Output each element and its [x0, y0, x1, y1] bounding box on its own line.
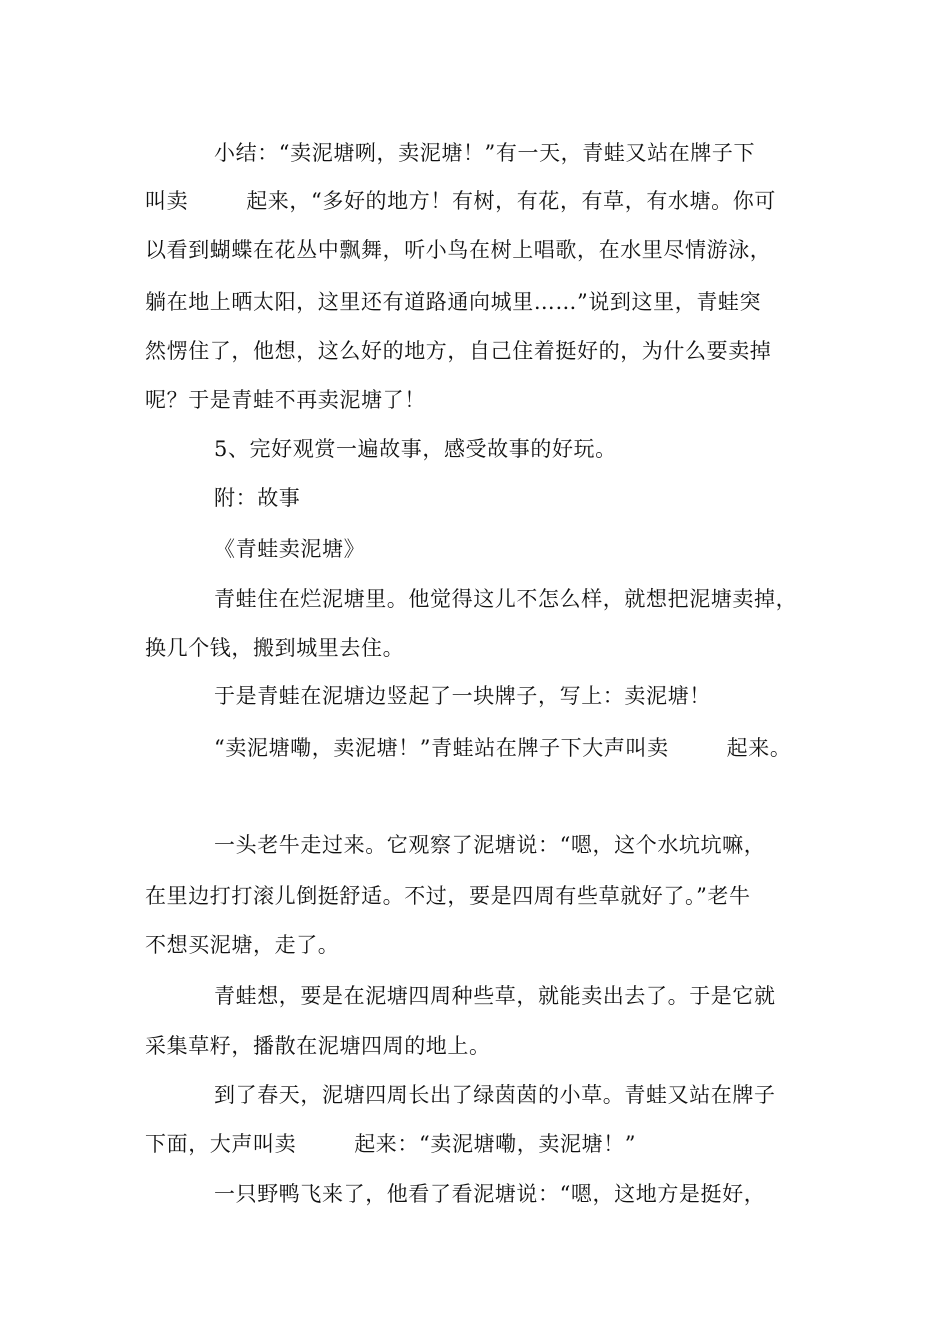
story-p5-line-2: 采集草籽，播散在泥塘四周的地上。 [145, 1034, 491, 1058]
story-p6-line-2 [145, 1128, 825, 1160]
story-p4-line-1: 一头老牛走过来。它观察了泥塘说：“嗯，这个水坑坑嘛， [214, 833, 766, 857]
summary-line-2-start: 叫卖 [145, 189, 189, 213]
summary-line-5: 然愣住了，他想，这么好的地方，自己住着挺好的，为什么要卖掉 [145, 339, 772, 363]
story-p6-line-1: 到了春天，泥塘四周长出了绿茵茵的小草。青蛙又站在牌子 [214, 1083, 776, 1107]
story-p1-line-1: 青蛙住在烂泥塘里。他觉得这儿不怎么样，就想把泥塘卖掉， [214, 587, 798, 611]
story-p3 [214, 732, 834, 764]
summary-line-2-end: 起来，“多好的地方！有树，有花，有草，有水塘。你可 [246, 189, 776, 213]
story-p5-line-1: 青蛙想，要是在泥塘四周种些草，就能卖出去了。于是它就 [214, 984, 776, 1008]
summary-line-2 [145, 185, 825, 217]
story-p3-end: 起来。 [726, 736, 792, 760]
story-p4-line-3: 不想买泥塘，走了。 [145, 933, 340, 957]
appendix-heading: 附：故事 [214, 486, 301, 510]
story-p4-line-2: 在里边打打滚儿倒挺舒适。不过，要是四周有些草就好了。”老牛 [145, 884, 751, 908]
story-p7-line-1: 一只野鸭飞来了，他看了看泥塘说：“嗯，这地方是挺好， [214, 1182, 766, 1206]
summary-line-3: 以看到蝴蝶在花丛中飘舞，听小鸟在树上唱歌，在水里尽情游泳， [145, 238, 772, 262]
summary-line-6: 呢？于是青蛙不再卖泥塘了！ [145, 388, 426, 412]
step-5: 5、完好观赏一遍故事，感受故事的好玩。 [214, 437, 617, 461]
story-p1-line-2: 换几个钱，搬到城里去住。 [145, 636, 405, 660]
story-p2: 于是青蛙在泥塘边竖起了一块牌子，写上：卖泥塘！ [214, 684, 711, 708]
story-p6-line-2-end: 起来：“卖泥塘嘞，卖泥塘！” [354, 1132, 637, 1156]
story-p6-line-2-start: 下面，大声叫卖 [145, 1132, 297, 1156]
summary-line-4: 躺在地上晒太阳，这里还有道路通向城里……”说到这里，青蛙突 [145, 290, 762, 314]
story-p3-start: “卖泥塘嘞，卖泥塘！”青蛙站在牌子下大声叫卖 [214, 736, 669, 760]
story-title: 《青蛙卖泥塘》 [214, 537, 366, 561]
summary-line-1: 小结：“卖泥塘咧，卖泥塘！”有一天，青蛙又站在牌子下 [214, 141, 756, 165]
